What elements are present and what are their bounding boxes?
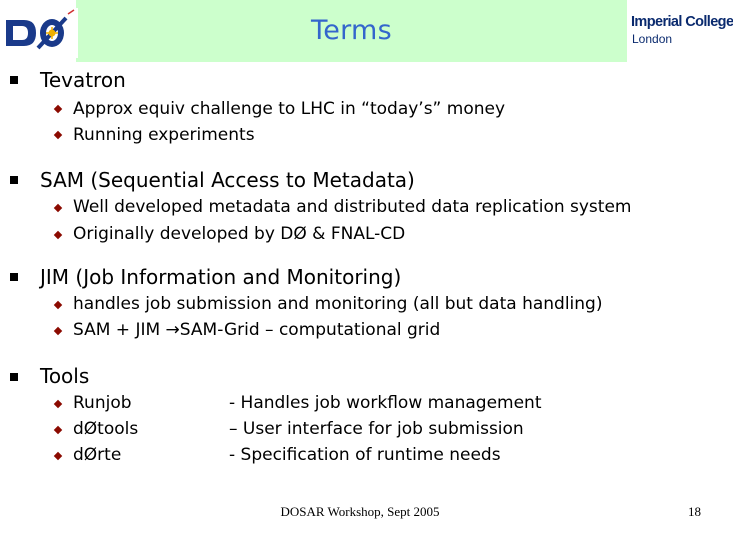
square-bullet-icon <box>10 273 18 281</box>
diamond-bullet-icon <box>54 327 62 335</box>
page-number: 18 <box>688 504 701 519</box>
diamond-bullet-icon <box>54 426 62 434</box>
diamond-bullet-icon <box>54 301 62 309</box>
sub-bullet-item: handles job submission and monitoring (all but data handling) <box>73 294 603 314</box>
title-bar <box>76 0 627 62</box>
square-bullet-icon <box>10 373 18 381</box>
d0-logo <box>2 8 78 58</box>
diamond-bullet-icon <box>54 204 62 212</box>
diamond-bullet-icon <box>54 131 62 139</box>
diamond-bullet-icon <box>54 452 62 460</box>
logo-text-line1: Imperial College <box>631 14 733 30</box>
bullet-tevatron: Tevatron <box>40 68 126 92</box>
sub-bullet-item: SAM + JIM →SAM-Grid – computational grid <box>73 320 441 340</box>
logo-text-line2: London <box>632 32 673 46</box>
sub-bullet-item: Originally developed by DØ & FNAL-CD <box>73 224 406 244</box>
tool-description: - Handles job workflow management <box>229 393 542 413</box>
sub-bullet-item: Well developed metadata and distributed data replication system <box>73 197 632 217</box>
tool-description: – User interface for job submission <box>229 419 524 439</box>
footer-text: DOSAR Workshop, Sept 2005 <box>280 504 440 519</box>
tool-name: Runjob <box>73 393 132 413</box>
bullet-jim: JIM (Job Information and Monitoring) <box>40 265 402 289</box>
page-title: Terms <box>310 15 392 46</box>
diamond-bullet-icon <box>54 105 62 113</box>
square-bullet-icon <box>10 76 18 84</box>
bullet-sam: SAM (Sequential Access to Metadata) <box>40 168 415 192</box>
square-bullet-icon <box>10 176 18 184</box>
tool-name: dØtools <box>73 419 139 439</box>
bullet-tools: Tools <box>40 364 90 388</box>
tool-name: dØrte <box>73 445 122 465</box>
diamond-bullet-icon <box>54 400 62 408</box>
sub-bullet-item: Running experiments <box>73 125 255 145</box>
tool-description: - Specification of runtime needs <box>229 445 501 465</box>
imperial-college-logo <box>631 14 733 50</box>
sub-bullet-item: Approx equiv challenge to LHC in “today’s” money <box>73 99 506 119</box>
diamond-bullet-icon <box>54 231 62 239</box>
